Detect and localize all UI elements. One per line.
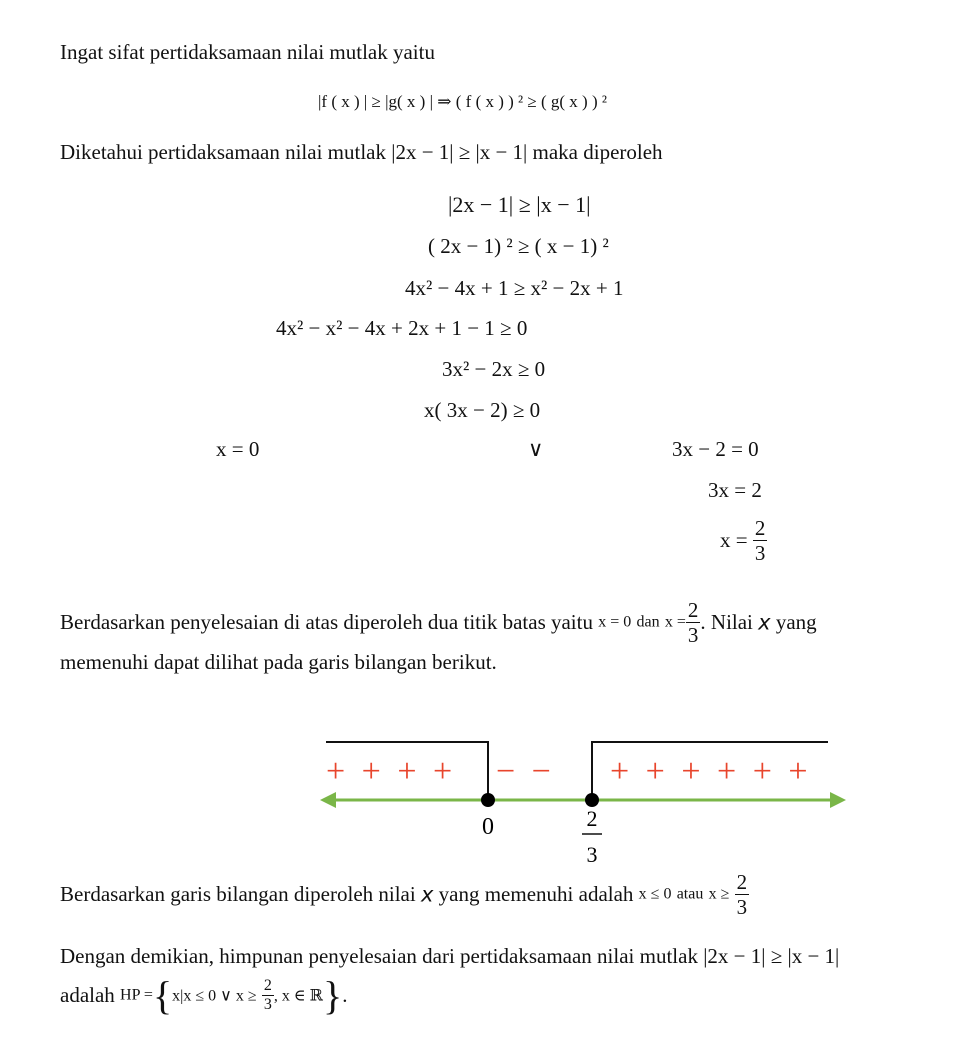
right-arrow-icon [830,792,846,808]
label-denominator: 3 [586,842,598,867]
given-text-after: maka diperoleh [532,140,663,164]
boundary-x0: x = 0 [598,613,632,631]
root-left: x = 0 [216,437,260,461]
adalah-text: adalah [60,983,115,1007]
boundary-numerator: 2 [687,598,699,622]
condition-1: x ≤ 0 [638,885,672,903]
or-symbol: ∨ [528,437,544,461]
left-signs: + + + + [326,753,457,790]
boundary-x1-lhs: x = [664,613,686,631]
conclusion-1-text: Berdasarkan penyelesaian di atas diperoleh dua titik batas yaitu [60,610,593,635]
boundary-denominator: 3 [687,623,699,648]
right-signs: + + + + + + [610,753,812,790]
conclusion-1-line [60,598,817,647]
point-zero [481,793,495,807]
number-line [300,730,860,870]
step-4: 4x² − x² − 4x + 2x + 1 − 1 ≥ 0 [276,316,528,340]
property-formula: |f ( x ) | ≥ |g( x ) | ⇒ ( f ( x ) ) ² ≥ ( g( x ) ) ² [318,92,607,111]
left-brace-icon: { [152,973,173,1018]
condition-2-numerator: 2 [736,870,748,894]
left-arrow-icon [320,792,336,808]
set-denominator: 3 [263,996,272,1013]
final-line-2 [60,972,347,1019]
root-right-1: 3x − 2 = 0 [672,437,759,461]
step-6: x( 3x − 2) ≥ 0 [424,398,541,422]
right-brace-icon: } [323,973,343,1018]
label-zero: 0 [482,814,494,840]
set-numerator: 2 [262,977,274,996]
step-2: ( 2x − 1) ² ≥ ( x − 1) ² [428,234,609,258]
fraction-denominator: 3 [754,541,766,566]
given-text: Diketahui pertidaksamaan nilai mutlak [60,140,386,164]
set-fraction [262,977,274,1015]
fraction-numerator: 2 [754,516,766,540]
root-right-2: 3x = 2 [708,478,762,502]
fraction-two-thirds [753,516,768,565]
x-variable-2: x [420,882,434,907]
final-period: . [342,983,348,1007]
atau-text: atau [676,885,704,903]
conclusion-1-line-2: memenuhi dapat dilihat pada garis bilangan berikut. [60,650,497,674]
given-line [60,140,663,165]
point-two-thirds [585,793,599,807]
boundary-fraction [686,598,701,647]
condition-2-lhs: x ≥ [708,885,730,903]
middle-signs: − − [496,753,555,790]
step-3: 4x² − 4x + 1 ≥ x² − 2x + 1 [405,276,624,300]
conclusion-1-nilai: . Nilai [700,610,753,635]
final-expression: |2x − 1| ≥ |x − 1| [703,944,840,968]
hp-label: HP = [120,986,153,1004]
x-variable: x [758,610,771,635]
condition-2-fraction [735,870,750,919]
set-condition: x|x ≤ 0 ∨ x ≥ [172,987,257,1005]
intro-text: Ingat sifat pertidaksamaan nilai mutlak yaitu [60,40,435,64]
dan-text: dan [636,613,660,631]
conclusion-2-mid: yang memenuhi adalah [438,882,634,907]
conclusion-2-text: Berdasarkan garis bilangan diperoleh nilai [60,882,416,907]
step-1: |2x − 1| ≥ |x − 1| [448,192,591,217]
final-text: Dengan demikian, himpunan penyelesaian dari pertidaksamaan nilai mutlak [60,944,698,968]
root-right-3 [720,516,767,565]
given-expression: |2x − 1| ≥ |x − 1| [391,140,528,164]
final-line-1 [60,944,839,969]
label-numerator: 2 [586,806,598,831]
step-5: 3x² − 2x ≥ 0 [442,357,546,381]
conclusion-2-line [60,870,749,919]
set-domain: , x ∈ ℝ [273,987,324,1005]
conclusion-1-yang: yang [775,610,817,635]
root-right-3-lhs: x = [720,528,748,553]
condition-2-denominator: 3 [736,895,748,920]
